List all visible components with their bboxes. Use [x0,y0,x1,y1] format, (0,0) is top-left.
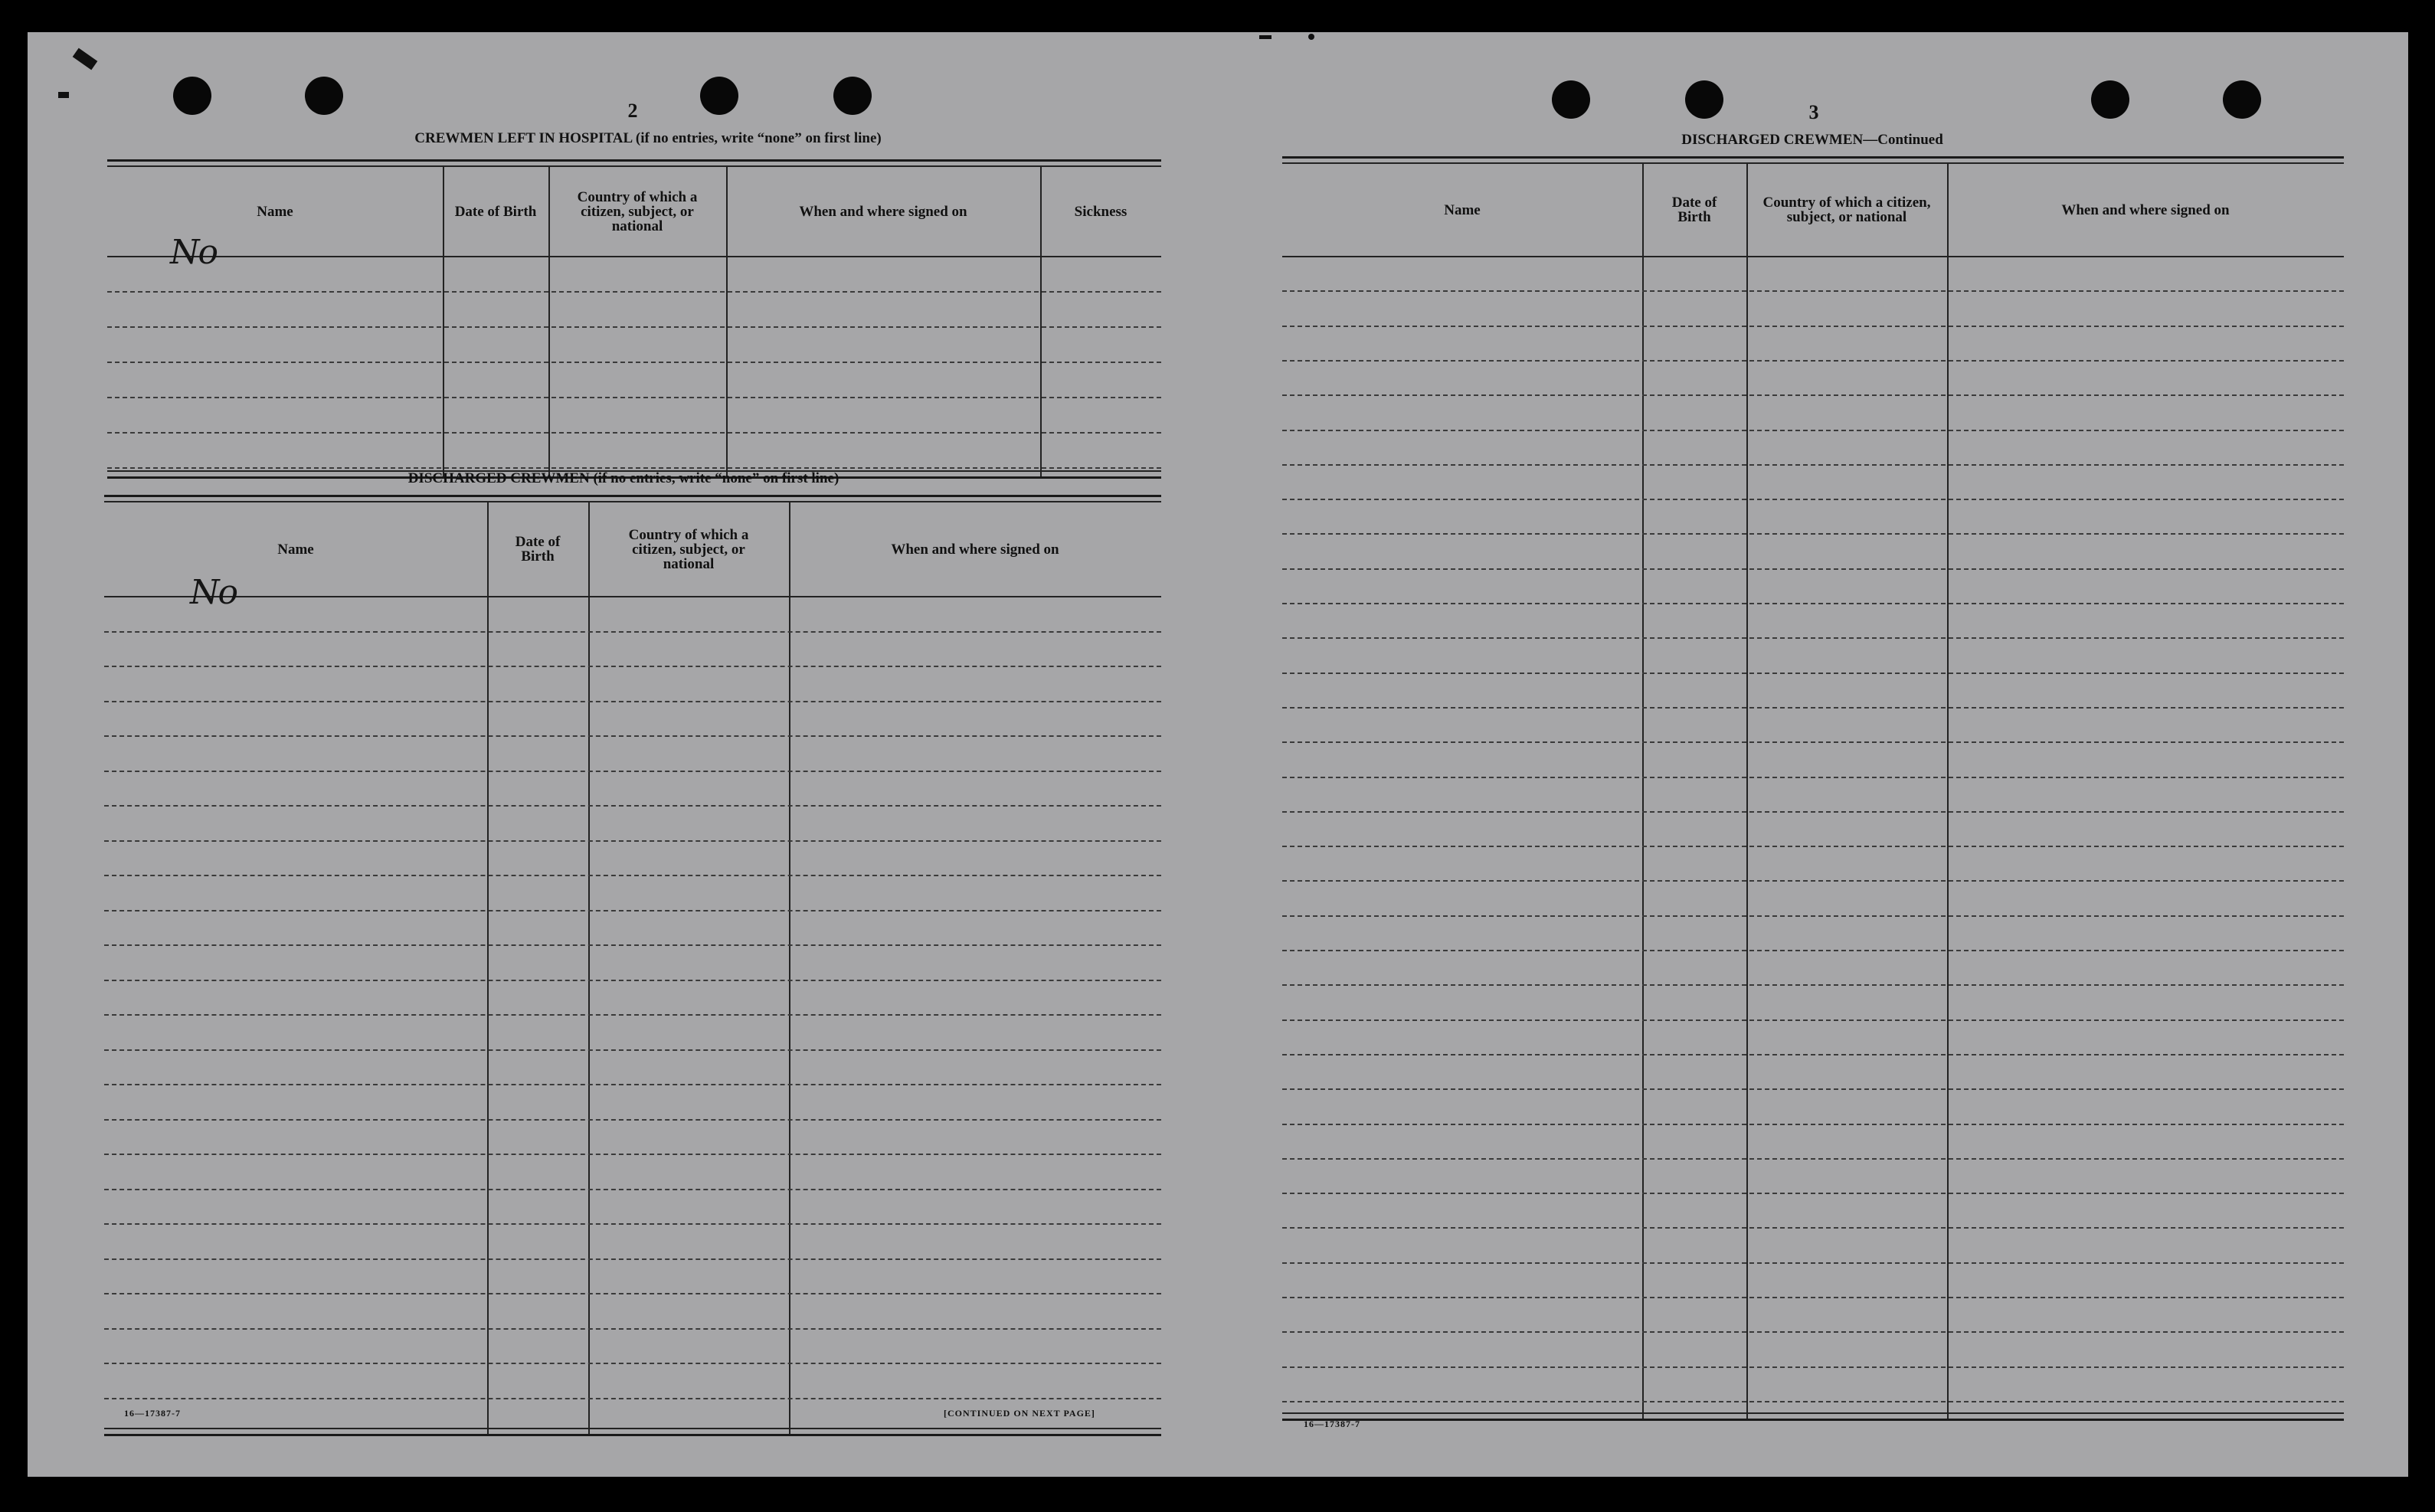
column-header: Country of which a citizen, subject, or national [628,526,749,572]
punch-hole [173,77,211,115]
bottom-rule [104,1434,1161,1436]
row-line [1282,950,2344,951]
right-title-suffix: —Continued [1863,132,1943,148]
top-rule-inner [107,165,1161,167]
row-line [107,397,1161,398]
row-line [1282,533,2344,535]
row-line [104,910,1161,911]
row-line [104,1293,1161,1294]
scan-speck [58,92,69,98]
right-discharged-table [1282,156,2344,1419]
row-line [1282,1158,2344,1160]
punch-hole [1685,80,1723,119]
discharged-title-text: DISCHARGED CREWMEN [407,470,590,486]
top-rule [107,159,1161,162]
right-title-text: DISCHARGED CREWMEN [1681,132,1864,148]
column-header: Country of which a citizen, subject, or national [577,188,698,234]
row-line [107,467,1161,469]
page-number: 2 [627,100,638,122]
row-line [1282,603,2344,604]
row-line [1282,1054,2344,1055]
row-line [104,1363,1161,1364]
column-header: When and where signed on [799,203,967,220]
row-line [1282,430,2344,431]
row-line [1282,741,2344,743]
form-number: 16—17387-7 [124,1408,181,1419]
row-line [104,1258,1161,1260]
column-header: Name [277,541,314,558]
row-line [104,1223,1161,1225]
hospital-section-title [414,130,881,147]
row-line [107,291,1161,293]
column-divider [1947,164,1949,1419]
punch-hole [2223,80,2261,119]
row-line [1282,1331,2344,1333]
row-line [107,432,1161,434]
row-line [1282,707,2344,709]
row-line [1282,984,2344,986]
row-line [104,1014,1161,1016]
hospital-title-text: CREWMEN LEFT IN HOSPITAL [414,130,633,146]
handwritten-entry: No [190,573,237,612]
column-header: Date of Birth [1671,195,1717,225]
column-divider [1746,164,1748,1419]
header-rule [104,596,1161,597]
punch-hole [305,77,343,115]
continued-note: [CONTINUED ON NEXT PAGE] [944,1408,1095,1419]
row-line [104,805,1161,807]
column-divider [1642,164,1644,1419]
row-line [1282,1124,2344,1125]
column-header: Country of which a citizen, subject, or national [1762,195,1931,225]
column-divider [1040,167,1042,476]
document-sheet [28,32,2408,1477]
header-rule [1282,256,2344,257]
hospital-table [107,159,1161,476]
page-number: 3 [1808,101,1819,123]
top-rule-inner [104,501,1161,502]
row-line [107,326,1161,328]
row-line [104,631,1161,633]
row-line [104,701,1161,702]
row-line [1282,811,2344,813]
column-header: When and where signed on [891,541,1059,558]
discharged-title-note: (if no entries, write “none” on first line) [593,470,839,486]
punch-hole [1552,80,1590,119]
row-line [1282,499,2344,500]
bottom-rule-inner [1282,1412,2344,1414]
row-line [104,1398,1161,1399]
row-line [104,840,1161,842]
row-line [104,1328,1161,1330]
column-divider [548,167,550,476]
header-rule [107,256,1161,257]
row-line [104,735,1161,737]
row-line [1282,915,2344,917]
punch-hole [700,77,738,115]
discharged-table [104,495,1161,1434]
row-line [1282,673,2344,674]
row-line [104,771,1161,772]
column-header: Name [257,203,293,220]
top-rule [1282,156,2344,159]
hospital-title-note: (if no entries, write “none” on first line) [635,130,882,146]
row-line [1282,777,2344,778]
column-header: Date of Birth [454,203,537,220]
top-rule [104,495,1161,497]
row-line [104,980,1161,981]
row-line [104,1189,1161,1190]
row-line [1282,394,2344,396]
handwritten-entry: No [170,233,217,272]
bottom-rule-inner [104,1428,1161,1429]
row-line [1282,1088,2344,1090]
scan-speck [1259,35,1272,39]
top-rule-inner [1282,162,2344,164]
row-line [107,362,1161,363]
row-line [104,875,1161,876]
punch-hole [833,77,872,115]
row-line [104,1119,1161,1121]
row-line [1282,1227,2344,1229]
row-line [104,1154,1161,1155]
row-line [1282,1019,2344,1021]
column-divider [443,167,444,476]
scan-speck [1308,34,1314,40]
row-line [104,944,1161,946]
row-line [1282,568,2344,570]
scan-speck [73,48,98,70]
bottom-rule [1282,1419,2344,1421]
row-line [1282,464,2344,466]
row-line [1282,1262,2344,1264]
right-section-title [1681,132,1943,149]
punch-hole [2091,80,2129,119]
row-line [1282,1193,2344,1194]
row-line [1282,1297,2344,1298]
row-line [104,666,1161,667]
row-line [1282,846,2344,847]
row-line [104,1049,1161,1051]
row-line [1282,880,2344,882]
form-number: 16—17387-7 [1304,1419,1360,1429]
column-header: Date of Birth [515,534,561,565]
column-header: Sickness [1074,203,1127,220]
column-header: When and where signed on [2061,201,2230,218]
row-line [1282,1366,2344,1368]
row-line [104,1084,1161,1085]
discharged-section-title [408,470,839,487]
column-header: Name [1444,201,1481,218]
row-line [1282,326,2344,327]
row-line [1282,360,2344,362]
column-divider [726,167,728,476]
row-line [1282,637,2344,639]
row-line [1282,290,2344,292]
row-line [1282,1401,2344,1402]
